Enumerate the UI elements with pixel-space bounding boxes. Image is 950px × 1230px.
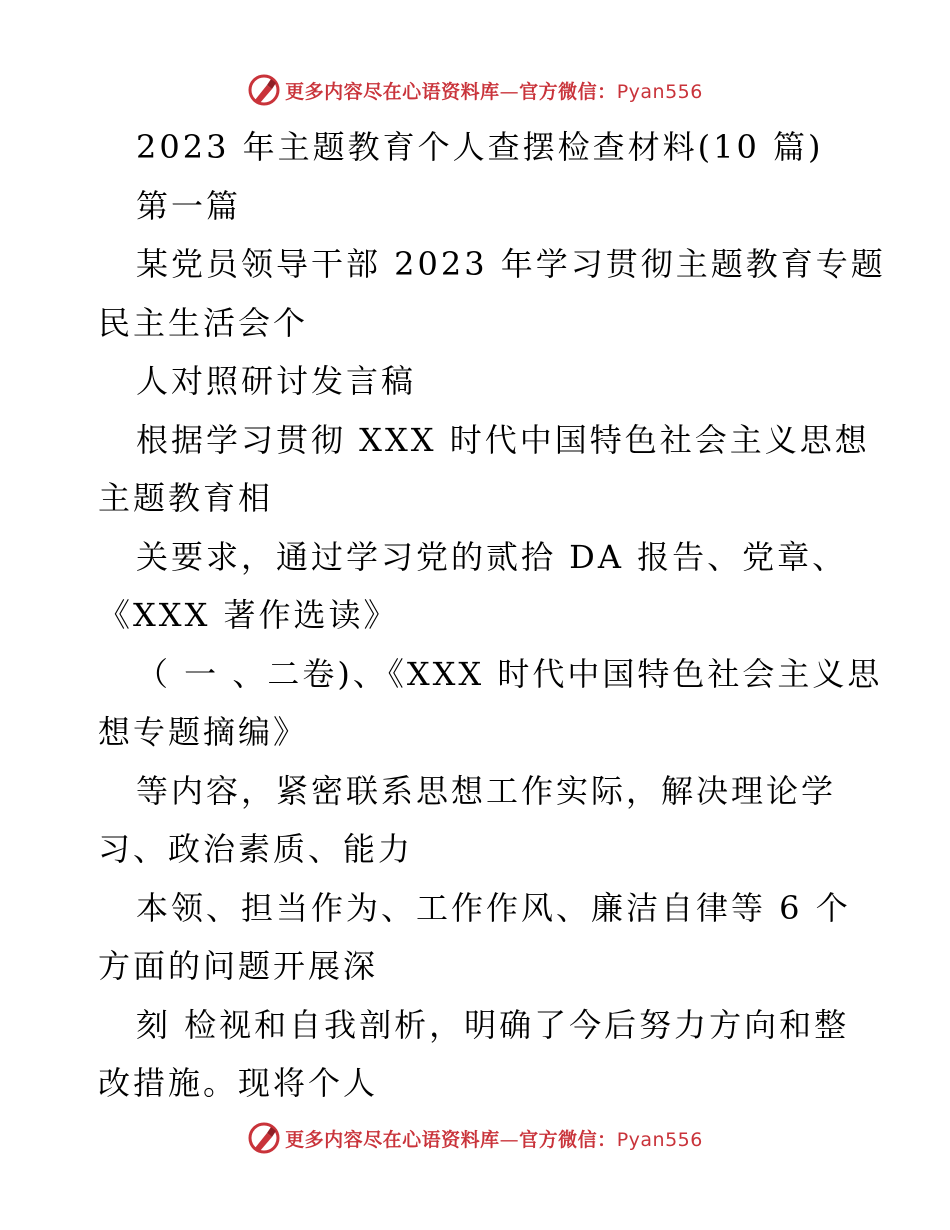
header-watermark: [0, 70, 950, 110]
text-line: 关要求，通过学习党的贰拾 DA 报告、党章、: [136, 537, 848, 576]
text-line: （ 一 、二卷)、《XXX 时代中国特色社会主义思: [136, 654, 883, 693]
text-line: 等内容，紧密联系思想工作实际，解决理论学: [136, 771, 837, 810]
text-line: 人对照研讨发言稿: [136, 362, 417, 400]
text-line: 习、政治素质、能力: [98, 830, 414, 868]
watermark-text: [285, 77, 703, 104]
document-title: 2023 年主题教育个人查摆检查材料(10 篇): [136, 128, 824, 166]
text-line: 想专题摘编》: [98, 713, 309, 751]
pen-logo-icon: [247, 73, 281, 107]
text-line: 本领、担当作为、工作作风、廉洁自律等 6 个: [136, 888, 851, 927]
text-line: 《XXX 著作选读》: [98, 596, 399, 634]
text-line: 刻 检视和自我剖析，明确了今后努力方向和整: [136, 1005, 850, 1044]
watermark-wechat-label: 官方微信：: [519, 1128, 617, 1151]
text-line: 主题教育相: [98, 479, 274, 517]
pen-logo-icon: [247, 1121, 281, 1155]
document-body: [98, 118, 886, 1113]
watermark-wechat-label: 官方微信：: [519, 80, 617, 103]
footer-watermark: [0, 1118, 950, 1158]
watermark-text: [285, 1125, 703, 1152]
watermark-wechat-id: Pyan556: [616, 1128, 703, 1151]
text-line: 改措施。现将个人: [98, 1064, 379, 1102]
watermark-lead: 更多内容尽在心语资料库: [285, 80, 500, 103]
text-line: 民主生活会个: [98, 303, 309, 342]
text-line: 根据学习贯彻 XXX 时代中国特色社会主义思想: [136, 420, 870, 459]
watermark-dash: —: [499, 1128, 520, 1151]
watermark-dash: —: [499, 80, 520, 103]
section-heading: 第一篇: [136, 186, 242, 225]
text-line: 方面的问题开展深: [98, 947, 379, 985]
watermark-lead: 更多内容尽在心语资料库: [285, 1128, 500, 1151]
watermark-wechat-id: Pyan556: [616, 80, 703, 103]
text-line: 某党员领导干部 2023 年学习贯彻主题教育专题: [136, 245, 886, 283]
